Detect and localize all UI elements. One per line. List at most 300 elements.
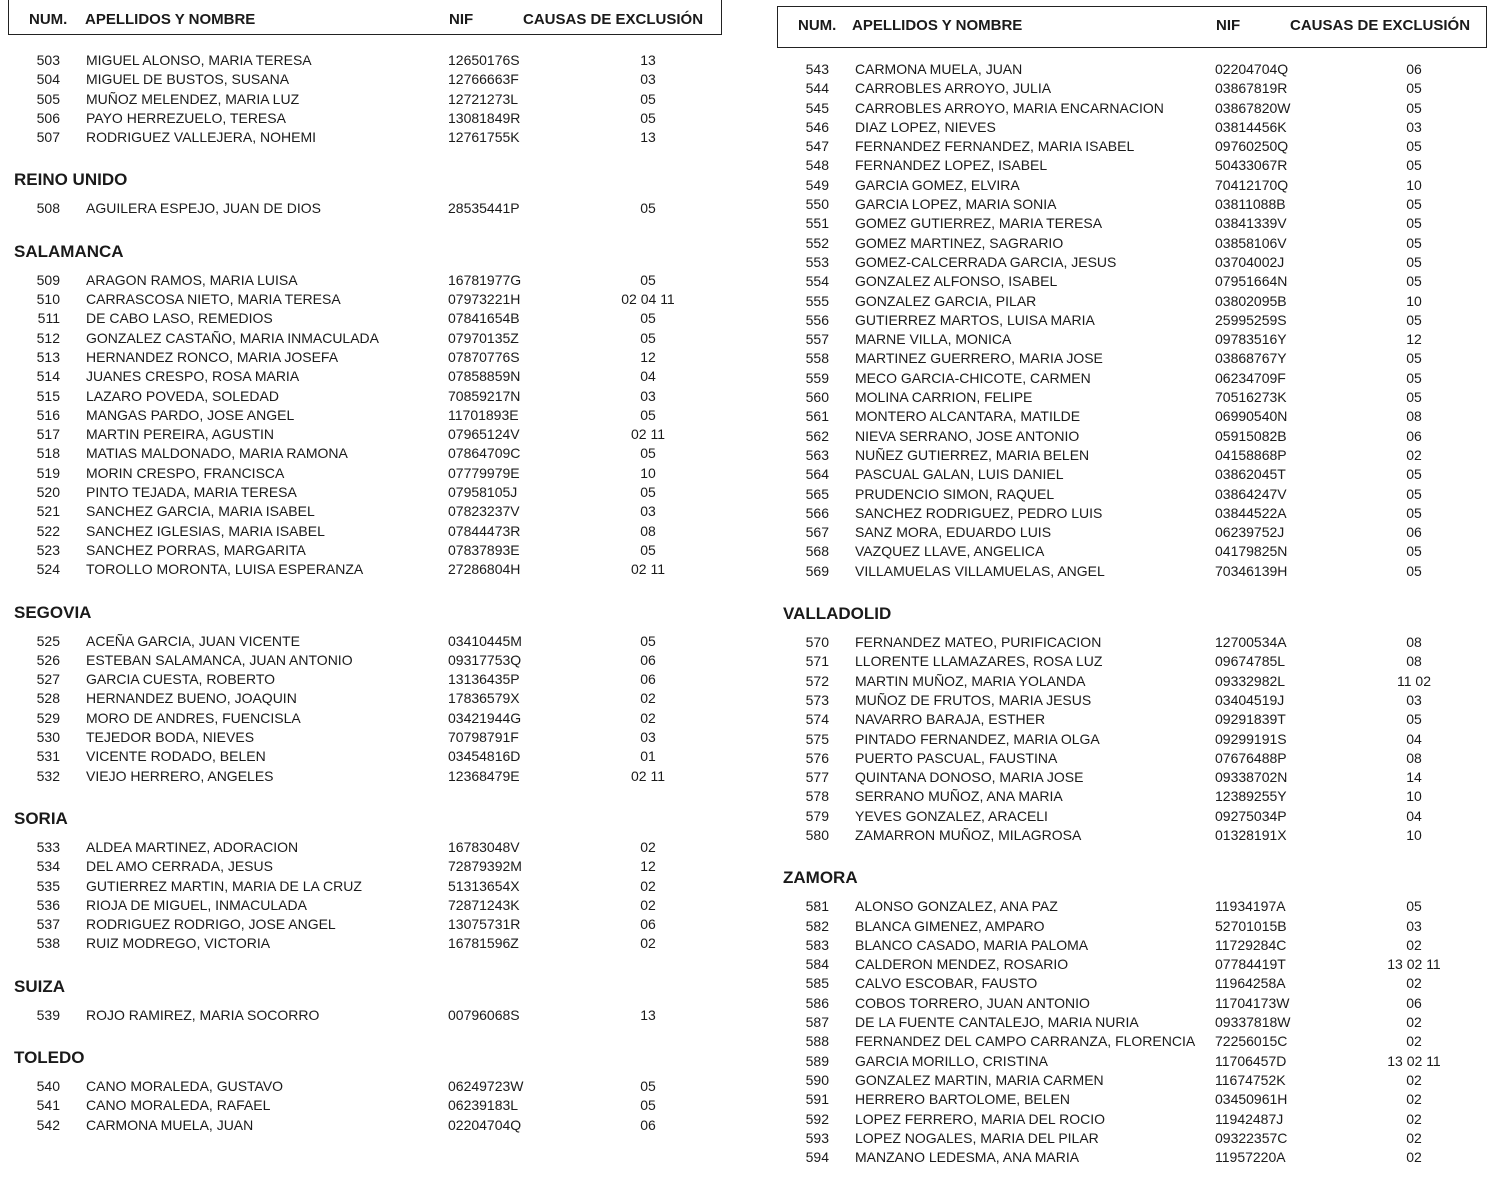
row-name: CANO MORALEDA, GUSTAVO xyxy=(86,1077,284,1094)
row-causes: 13 xyxy=(640,52,656,68)
row-number: 579 xyxy=(805,807,829,824)
row-name: BLANCO CASADO, MARIA PALOMA xyxy=(855,936,1089,953)
section-title: SALAMANCA xyxy=(14,241,124,261)
right-sections xyxy=(777,60,1487,1167)
table-row xyxy=(777,1090,1487,1109)
table-row xyxy=(777,234,1487,253)
row-nif: 52701015B xyxy=(1215,917,1287,934)
row-number: 506 xyxy=(36,109,60,126)
row-nif: 09291839T xyxy=(1215,711,1286,728)
table-row xyxy=(777,79,1487,98)
row-nif: 07784419T xyxy=(1215,956,1286,973)
row-nif: 07870776S xyxy=(448,348,520,365)
row-number: 582 xyxy=(805,917,829,934)
row-name: COBOS TORRERO, JUAN ANTONIO xyxy=(855,994,1090,1011)
row-name: TEJEDOR BODA, NIEVES xyxy=(86,729,255,746)
row-causes: 06 xyxy=(640,916,656,933)
row-name: MARTINEZ GUERRERO, MARIA JOSE xyxy=(855,350,1103,367)
row-nif: 03844522A xyxy=(1215,504,1287,521)
table-row xyxy=(8,651,722,670)
row-nif: 13081849R xyxy=(448,109,521,126)
row-name: NAVARRO BARAJA, ESTHER xyxy=(855,711,1046,728)
row-name: MORIN CRESPO, FRANCISCA xyxy=(86,464,285,481)
row-nif: 07970135Z xyxy=(448,329,519,346)
table-row xyxy=(777,1013,1487,1032)
row-number: 514 xyxy=(36,368,60,385)
row-nif: 07823237V xyxy=(448,503,520,520)
row-causes: 04 xyxy=(1406,730,1422,747)
table-row xyxy=(777,272,1487,291)
table-row xyxy=(8,689,722,708)
row-number: 574 xyxy=(805,711,829,728)
row-name: PINTO TEJADA, MARIA TERESA xyxy=(86,484,297,501)
table-row xyxy=(777,917,1487,936)
row-causes: 04 xyxy=(640,368,656,385)
row-name: PUERTO PASCUAL, FAUSTINA xyxy=(855,749,1058,766)
row-causes: 02 xyxy=(1406,975,1422,992)
section-title: SUIZA xyxy=(14,976,65,996)
row-causes: 05 xyxy=(640,445,656,462)
row-number: 554 xyxy=(805,273,829,290)
row-name: FERNANDEZ LOPEZ, ISABEL xyxy=(855,157,1048,174)
row-number: 505 xyxy=(36,90,60,107)
row-nif: 05915082B xyxy=(1215,427,1287,444)
row-causes: 05 xyxy=(1406,562,1422,579)
row-nif: 06234709F xyxy=(1215,369,1286,386)
row-nif: 11964258A xyxy=(1215,975,1286,992)
row-number: 578 xyxy=(805,788,829,805)
row-causes: 10 xyxy=(640,464,656,481)
row-causes: 08 xyxy=(1406,408,1422,425)
row-name: SERRANO MUÑOZ, ANA MARIA xyxy=(855,788,1063,805)
table-header xyxy=(777,6,1487,48)
row-name: CARROBLES ARROYO, JULIA xyxy=(855,80,1052,97)
row-name: ALONSO GONZALEZ, ANA PAZ xyxy=(855,898,1058,915)
table-row xyxy=(777,176,1487,195)
row-number: 557 xyxy=(805,331,829,348)
row-name: NIEVA SERRANO, JOSE ANTONIO xyxy=(855,427,1080,444)
row-number: 580 xyxy=(805,826,829,843)
row-number: 541 xyxy=(36,1097,60,1114)
row-name: VIEJO HERRERO, ANGELES xyxy=(86,767,274,784)
table-row xyxy=(8,128,722,147)
row-number: 543 xyxy=(805,61,829,77)
row-name: MUÑOZ MELENDEZ, MARIA LUZ xyxy=(86,90,300,107)
table-row xyxy=(777,652,1487,671)
row-causes: 10 xyxy=(1406,826,1422,843)
row-name: SANCHEZ GARCIA, MARIA ISABEL xyxy=(86,503,315,520)
row-causes: 08 xyxy=(1406,653,1422,670)
section-title: ZAMORA xyxy=(783,868,858,888)
row-name: FERNANDEZ DEL CAMPO CARRANZA, FLORENCIA xyxy=(855,1033,1196,1050)
row-causes: 05 xyxy=(1406,466,1422,483)
table-row xyxy=(8,502,722,521)
row-number: 556 xyxy=(805,311,829,328)
row-causes: 03 xyxy=(640,71,656,88)
row-number: 569 xyxy=(805,562,829,579)
table-row xyxy=(777,994,1487,1013)
right-column xyxy=(777,0,1487,1167)
row-causes: 05 xyxy=(1406,504,1422,521)
table-row xyxy=(8,464,722,483)
row-number: 555 xyxy=(805,292,829,309)
row-nif: 03862045T xyxy=(1215,466,1286,483)
table-row xyxy=(777,1052,1487,1071)
row-nif: 02204704Q xyxy=(448,1116,522,1133)
row-causes: 02 xyxy=(1406,1110,1422,1127)
row-nif: 13136435P xyxy=(448,671,520,688)
row-causes: 05 xyxy=(1406,311,1422,328)
row-causes: 02 xyxy=(1406,1149,1422,1166)
table-row xyxy=(8,329,722,348)
row-number: 511 xyxy=(37,310,60,327)
table-row xyxy=(777,407,1487,426)
row-number: 584 xyxy=(805,956,829,973)
row-name: SANCHEZ IGLESIAS, MARIA ISABEL xyxy=(86,522,325,539)
row-nif: 03814456K xyxy=(1215,118,1287,135)
row-causes: 06 xyxy=(640,1116,656,1133)
row-causes: 02 11 xyxy=(631,767,665,784)
table-row xyxy=(8,541,722,560)
row-causes: 05 xyxy=(640,200,656,217)
row-nif: 07973221H xyxy=(448,291,521,308)
row-nif: 01328191X xyxy=(1215,826,1287,843)
row-name: ESTEBAN SALAMANCA, JUAN ANTONIO xyxy=(86,651,353,668)
row-name: GONZALEZ MARTIN, MARIA CARMEN xyxy=(855,1071,1104,1088)
row-nif: 07951664N xyxy=(1215,273,1288,290)
row-causes: 05 xyxy=(1406,138,1422,155)
table-row xyxy=(8,670,722,689)
row-causes: 02 11 xyxy=(631,426,665,443)
row-number: 577 xyxy=(805,769,829,786)
row-name: DEL AMO CERRADA, JESUS xyxy=(86,858,273,875)
row-causes: 02 xyxy=(640,896,656,913)
row-nif: 03867820W xyxy=(1215,99,1291,116)
row-causes: 05 xyxy=(1406,711,1422,728)
row-causes: 02 xyxy=(640,838,656,855)
row-name: PINTADO FERNANDEZ, MARIA OLGA xyxy=(855,730,1100,747)
row-name: BLANCA GIMENEZ, AMPARO xyxy=(855,917,1045,934)
row-nif: 03450961H xyxy=(1215,1091,1288,1108)
section-title: SEGOVIA xyxy=(14,602,92,622)
row-causes: 08 xyxy=(640,522,656,539)
table-row xyxy=(777,99,1487,118)
row-name: YEVES GONZALEZ, ARACELI xyxy=(855,807,1048,824)
row-number: 544 xyxy=(805,80,829,97)
row-number: 527 xyxy=(36,671,60,688)
row-causes: 02 xyxy=(1406,936,1422,953)
row-number: 560 xyxy=(805,389,829,406)
row-number: 508 xyxy=(36,200,60,217)
row-nif: 11706457D xyxy=(1215,1052,1287,1069)
row-nif: 07864709C xyxy=(448,445,521,462)
row-number: 567 xyxy=(805,524,829,541)
row-causes: 06 xyxy=(1406,524,1422,541)
row-causes: 10 xyxy=(1406,176,1422,193)
row-number: 528 xyxy=(36,690,60,707)
row-number: 593 xyxy=(805,1129,829,1146)
row-causes: 05 xyxy=(640,541,656,558)
row-name: CANO MORALEDA, RAFAEL xyxy=(86,1097,271,1114)
row-causes: 13 xyxy=(640,129,656,146)
row-name: FERNANDEZ MATEO, PURIFICACION xyxy=(855,634,1102,651)
row-nif: 16783048V xyxy=(448,838,520,855)
row-number: 534 xyxy=(36,858,60,875)
row-name: RODRIGUEZ VALLEJERA, NOHEMI xyxy=(86,129,317,146)
table-row xyxy=(777,730,1487,749)
row-name: LLORENTE LLAMAZARES, ROSA LUZ xyxy=(855,653,1103,670)
row-number: 510 xyxy=(36,291,60,308)
row-name: MATIAS MALDONADO, MARIA RAMONA xyxy=(86,445,348,462)
row-number: 518 xyxy=(36,445,60,462)
section xyxy=(8,808,722,954)
table-row xyxy=(777,710,1487,729)
row-causes: 06 xyxy=(640,671,656,688)
row-name: NUÑEZ GUTIERREZ, MARIA BELEN xyxy=(855,446,1090,463)
row-name: SANCHEZ RODRIGUEZ, PEDRO LUIS xyxy=(855,504,1103,521)
row-number: 565 xyxy=(805,485,829,502)
row-number: 594 xyxy=(805,1149,829,1166)
row-nif: 12368479E xyxy=(448,767,520,784)
table-row xyxy=(8,747,722,766)
row-number: 547 xyxy=(805,138,829,155)
table-row xyxy=(777,156,1487,175)
row-causes: 13 02 11 xyxy=(1387,956,1441,973)
row-nif: 07837893E xyxy=(448,541,520,558)
row-causes: 06 xyxy=(1406,994,1422,1011)
row-number: 524 xyxy=(36,561,60,578)
row-number: 575 xyxy=(805,730,829,747)
table-row xyxy=(8,728,722,747)
row-number: 507 xyxy=(36,129,60,146)
row-causes: 05 xyxy=(1406,350,1422,367)
row-number: 521 xyxy=(36,503,60,520)
left-column xyxy=(8,0,722,1135)
row-number: 581 xyxy=(805,898,829,915)
row-causes: 05 xyxy=(640,310,656,327)
table-row xyxy=(8,199,722,218)
row-causes: 05 xyxy=(1406,234,1422,251)
table-row xyxy=(777,446,1487,465)
row-name: ALDEA MARTINEZ, ADORACION xyxy=(86,838,299,855)
row-number: 592 xyxy=(805,1110,829,1127)
section xyxy=(8,976,722,1025)
row-nif: 72871243K xyxy=(448,896,520,913)
row-number: 585 xyxy=(805,975,829,992)
row-nif: 04179825N xyxy=(1215,543,1288,560)
row-name: GARCIA MORILLO, CRISTINA xyxy=(855,1052,1048,1069)
row-name: SANZ MORA, EDUARDO LUIS xyxy=(855,524,1052,541)
row-name: FERNANDEZ FERNANDEZ, MARIA ISABEL xyxy=(855,138,1135,155)
row-number: 503 xyxy=(36,52,60,68)
row-number: 576 xyxy=(805,749,829,766)
table-row xyxy=(8,709,722,728)
row-number: 512 xyxy=(36,329,60,346)
row-nif: 04158868P xyxy=(1215,446,1287,463)
row-nif: 03868767Y xyxy=(1215,350,1287,367)
table-row xyxy=(8,896,722,915)
row-causes: 03 xyxy=(640,503,656,520)
row-causes: 12 xyxy=(640,348,656,365)
row-number: 583 xyxy=(805,936,829,953)
table-row xyxy=(8,934,722,953)
row-number: 587 xyxy=(805,1014,829,1031)
row-name: SANCHEZ PORRAS, MARGARITA xyxy=(86,541,306,558)
row-nif: 03811088B xyxy=(1215,196,1286,213)
table-row xyxy=(777,118,1487,137)
row-causes: 03 xyxy=(1406,118,1422,135)
table-row xyxy=(8,90,722,109)
row-causes: 05 xyxy=(1406,80,1422,97)
row-causes: 02 xyxy=(640,690,656,707)
row-nif: 11729284C xyxy=(1215,936,1287,953)
row-causes: 03 xyxy=(640,729,656,746)
table-row xyxy=(8,838,722,857)
row-number: 509 xyxy=(36,271,60,288)
table-row xyxy=(8,290,722,309)
row-nif: 72256015C xyxy=(1215,1033,1288,1050)
row-name: JUANES CRESPO, ROSA MARIA xyxy=(86,368,300,385)
row-causes: 02 xyxy=(1406,1071,1422,1088)
row-causes: 02 xyxy=(640,877,656,894)
table-row xyxy=(777,897,1487,916)
row-name: GOMEZ MARTINEZ, SAGRARIO xyxy=(855,234,1064,251)
table-row xyxy=(8,857,722,876)
row-causes: 08 xyxy=(1406,634,1422,651)
table-row xyxy=(777,1032,1487,1051)
header-causes: CAUSAS DE EXCLUSIÓN xyxy=(1290,17,1471,34)
section xyxy=(8,241,722,580)
row-nif: 03410445M xyxy=(448,632,522,649)
table-row xyxy=(777,330,1487,349)
row-nif: 03858106V xyxy=(1215,234,1287,251)
table-row xyxy=(8,560,722,579)
row-causes: 12 xyxy=(640,858,656,875)
row-name: DE LA FUENTE CANTALEJO, MARIA NURIA xyxy=(855,1014,1139,1031)
row-number: 551 xyxy=(805,215,829,232)
section xyxy=(8,602,722,786)
row-nif: 11957220A xyxy=(1215,1149,1286,1166)
row-number: 552 xyxy=(805,234,829,251)
row-name: VAZQUEZ LLAVE, ANGELICA xyxy=(855,543,1045,560)
row-number: 525 xyxy=(36,632,60,649)
table-row xyxy=(8,483,722,502)
row-nif: 12389255Y xyxy=(1215,788,1287,805)
table-row xyxy=(8,1006,722,1025)
table-row xyxy=(8,271,722,290)
row-number: 573 xyxy=(805,691,829,708)
section xyxy=(777,60,1487,581)
table-row xyxy=(777,974,1487,993)
table-row xyxy=(777,349,1487,368)
row-nif: 07965124V xyxy=(448,426,520,443)
row-name: CALVO ESCOBAR, FAUSTO xyxy=(855,975,1038,992)
row-name: MOLINA CARRION, FELIPE xyxy=(855,389,1033,406)
row-nif: 72879392M xyxy=(448,858,522,875)
row-nif: 06239183L xyxy=(448,1097,519,1114)
table-row xyxy=(777,311,1487,330)
row-nif: 09674785L xyxy=(1215,653,1286,670)
row-nif: 03404519J xyxy=(1215,691,1285,708)
row-nif: 09338702N xyxy=(1215,769,1288,786)
row-nif: 16781596Z xyxy=(448,935,519,952)
row-number: 533 xyxy=(36,838,60,855)
row-number: 531 xyxy=(36,748,60,765)
row-causes: 13 xyxy=(640,1006,656,1023)
row-name: MECO GARCIA-CHICOTE, CARMEN xyxy=(855,369,1091,386)
row-nif: 00796068S xyxy=(448,1006,520,1023)
row-number: 536 xyxy=(36,896,60,913)
row-number: 571 xyxy=(805,653,829,670)
section xyxy=(8,1047,722,1135)
row-number: 539 xyxy=(36,1006,60,1023)
row-number: 548 xyxy=(805,157,829,174)
row-name: GOMEZ-CALCERRADA GARCIA, JESUS xyxy=(855,253,1117,270)
table-row xyxy=(777,253,1487,272)
row-causes: 14 xyxy=(1406,769,1422,786)
row-causes: 03 xyxy=(1406,691,1422,708)
row-number: 558 xyxy=(805,350,829,367)
row-causes: 05 xyxy=(640,1097,656,1114)
row-causes: 05 xyxy=(640,109,656,126)
table-row xyxy=(777,1129,1487,1148)
table-row xyxy=(777,807,1487,826)
row-nif: 07844473R xyxy=(448,522,521,539)
section xyxy=(777,603,1487,845)
row-nif: 03802095B xyxy=(1215,292,1287,309)
table-row xyxy=(8,425,722,444)
row-nif: 12700534A xyxy=(1215,634,1287,651)
row-name: MUÑOZ DE FRUTOS, MARIA JESUS xyxy=(855,691,1092,708)
row-causes: 02 04 11 xyxy=(621,291,675,308)
table-row xyxy=(777,369,1487,388)
row-name: AGUILERA ESPEJO, JUAN DE DIOS xyxy=(86,200,321,217)
row-nif: 70516273K xyxy=(1215,389,1287,406)
table-row xyxy=(8,387,722,406)
section xyxy=(8,169,722,218)
row-causes: 05 xyxy=(640,329,656,346)
table-row xyxy=(8,522,722,541)
row-causes: 04 xyxy=(1406,807,1422,824)
row-nif: 11674752K xyxy=(1215,1071,1286,1088)
table-row xyxy=(777,427,1487,446)
row-number: 586 xyxy=(805,994,829,1011)
section-title: TOLEDO xyxy=(14,1047,85,1067)
row-causes: 05 xyxy=(640,90,656,107)
header-causes: CAUSAS DE EXCLUSIÓN xyxy=(523,11,704,28)
table-row xyxy=(8,348,722,367)
row-number: 526 xyxy=(36,651,60,668)
row-nif: 07958105J xyxy=(448,484,518,501)
row-causes: 13 02 11 xyxy=(1387,1052,1441,1069)
row-nif: 09783516Y xyxy=(1215,331,1287,348)
row-nif: 06249723W xyxy=(448,1077,524,1094)
row-name: GOMEZ GUTIERREZ, MARIA TERESA xyxy=(855,215,1103,232)
row-name: CARMONA MUELA, JUAN xyxy=(855,61,1023,77)
row-nif: 12650176S xyxy=(448,52,520,68)
row-nif: 51313654X xyxy=(448,877,520,894)
row-name: MORO DE ANDRES, FUENCISLA xyxy=(86,709,301,726)
row-name: MIGUEL DE BUSTOS, SUSANA xyxy=(86,71,290,88)
left-sections xyxy=(8,51,722,1135)
row-number: 570 xyxy=(805,634,829,651)
table-row xyxy=(777,936,1487,955)
row-causes: 05 xyxy=(640,271,656,288)
table-row xyxy=(777,542,1487,561)
row-number: 513 xyxy=(36,348,60,365)
row-nif: 03704002J xyxy=(1215,253,1285,270)
row-name: HERNANDEZ BUENO, JOAQUIN xyxy=(86,690,297,707)
